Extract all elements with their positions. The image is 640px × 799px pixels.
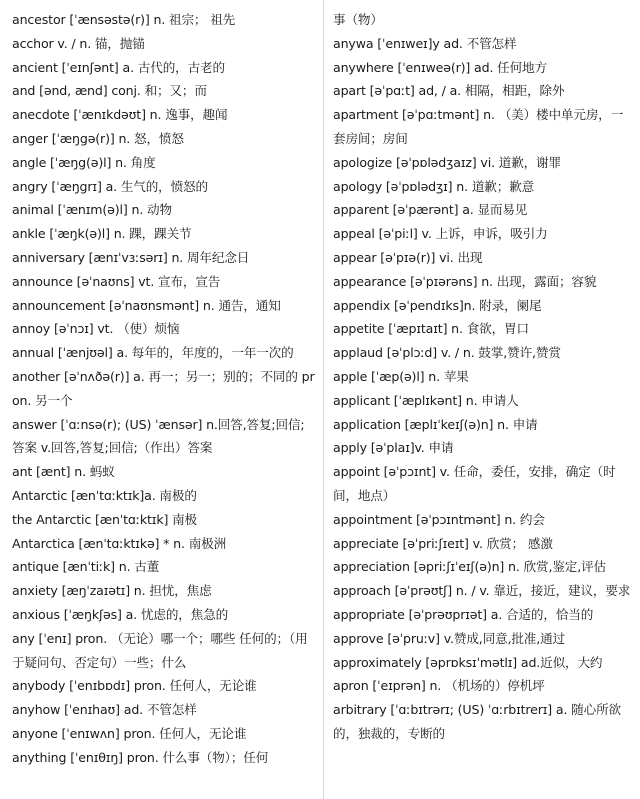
entry: 事（物）	[333, 12, 383, 27]
entry: applicant [ˈæplɪkənt] n. 申请人	[333, 392, 519, 408]
entry: anyhow [ˈenɪhaʊ] ad. 不管怎样	[12, 702, 197, 718]
entry: antique [ænˈtiːk] n. 古董	[12, 559, 160, 575]
entry: apologize [əˈpɒlədʒaɪz] vi. 道歉，谢罪	[333, 154, 562, 170]
entry: ant [ænt] n. 蚂蚁	[12, 464, 115, 480]
entry: anywhere [ˈenɪweə(r)] ad. 任何地方	[333, 59, 547, 75]
entry: acchor v. / n. 锚，抛锚	[12, 35, 145, 51]
entry: application [æplɪˈkeɪʃ(ə)n] n. 申请	[333, 416, 538, 432]
column-divider	[323, 0, 324, 799]
left-column	[12, 8, 316, 770]
right-column	[333, 8, 633, 746]
entry: approximately [əprɒksɪˈmətlɪ] ad.近似，大约	[333, 654, 603, 670]
entry: arbitrary [ˈɑːbɪtrərɪ; (US) ˈɑːrbɪtrerɪ] a. 随心所欲的，独裁的，专断的	[333, 702, 621, 741]
entry: anniversary [ænɪˈvɜːsərɪ] n. 周年纪念日	[12, 249, 250, 265]
entry: ankle [ˈæŋk(ə)l] n. 踝，踝关节	[12, 226, 192, 242]
entry: anecdote [ˈænɪkdəʊt] n. 逸事，趣闻	[12, 107, 228, 123]
entry: appreciate [əˈpriːʃɪeɪt] v. 欣赏； 感激	[333, 535, 553, 551]
entry: appetite [ˈæpɪtaɪt] n. 食欲，胃口	[333, 321, 529, 337]
entry: anxiety [æŋˈzaɪətɪ] n. 担忧，焦虑	[12, 583, 212, 599]
entry: announcement [əˈnaʊnsmənt] n. 通告，通知	[12, 297, 281, 313]
entry: anywa [ˈenɪweɪ]y ad. 不管怎样	[333, 35, 517, 51]
entry: appreciation [əpriːʃɪˈeɪʃ(ə)n] n. 欣赏,鉴定,评估	[333, 559, 606, 575]
entry: apart [əˈpɑːt] ad, / a. 相隔，相距，除外	[333, 83, 565, 99]
entry: ancient [ˈeɪnʃənt] a. 古代的，古老的	[12, 59, 225, 75]
entry: Antarctic [ænˈtɑːktɪk]a. 南极的	[12, 487, 197, 503]
entry: anxious [ˈæŋkʃəs] a. 忧虑的，焦急的	[12, 606, 229, 622]
entry: and [ənd, ænd] conj. 和；又；而	[12, 83, 207, 99]
entry: apology [əˈpɒlədʒɪ] n. 道歉；歉意	[333, 178, 535, 194]
entry: anything [ˈenɪθɪŋ] pron. 什么事（物）；任何	[12, 749, 269, 765]
entry: apron [ˈeɪprən] n. （机场的）停机坪	[333, 678, 545, 694]
entry: appropriate [əˈprəʊprɪət] a. 合适的，恰当的	[333, 606, 594, 622]
entry: approach [əˈprəʊtʃ] n. / v. 靠近，接近，建议，要求	[333, 583, 631, 599]
entry: approve [əˈpruːv] v.赞成,同意,批准,通过	[333, 630, 565, 646]
entry: anyone [ˈenɪwʌn] pron. 任何人，无论谁	[12, 725, 247, 741]
entry: applaud [əˈplɔːd] v. / n. 鼓掌,赞许,赞赏	[333, 345, 561, 361]
entry: anger [ˈæŋgə(r)] n. 怒，愤怒	[12, 130, 184, 146]
entry: another [əˈnʌðə(r)] a. 再一；另一；别的；不同的 pron. 另一个	[12, 368, 315, 408]
entry: apartment [əˈpɑːtmənt] n. （美）楼中单元房，一套房间；房间	[333, 107, 624, 146]
entry: any [ˈenɪ] pron. （无论）哪一个；哪些 任何的；（用于疑问句、否定句）一些；什么	[12, 630, 308, 670]
entry: the Antarctic [ænˈtɑːktɪk] 南极	[12, 511, 197, 527]
entry: appearance [əˈpɪərəns] n. 出现，露面；容貌	[333, 273, 597, 289]
entry: annoy [əˈnɔɪ] vt. （使）烦恼	[12, 321, 180, 337]
entry: angle [ˈæŋg(ə)l] n. 角度	[12, 154, 156, 170]
entry: announce [əˈnaʊns] vt. 宣布，宣告	[12, 273, 221, 289]
entry: anybody [ˈenɪbɒdɪ] pron. 任何人，无论谁	[12, 678, 257, 694]
entry: appeal [əˈpiːl] v. 上诉，申诉，吸引力	[333, 226, 548, 242]
entry: appoint [əˈpɔɪnt] v. 任命，委任，安排，确定（时间，地点）	[333, 464, 616, 503]
entry: apple [ˈæp(ə)l] n. 苹果	[333, 368, 469, 384]
entry: animal [ˈænɪm(ə)l] n. 动物	[12, 202, 172, 218]
entry: Antarctica [ænˈtɑːktɪkə] * n. 南极洲	[12, 535, 227, 551]
entry: angry [ˈæŋgrɪ] a. 生气的，愤怒的	[12, 178, 208, 194]
entry: apply [əˈplaɪ]v. 申请	[333, 440, 454, 456]
entry: annual [ˈænjʊəl] a. 每年的，年度的，一年一次的	[12, 345, 294, 361]
entry: appear [əˈpɪə(r)] vi. 出现	[333, 249, 483, 265]
entry: ancestor [ˈænsəstə(r)] n. 祖宗； 祖先	[12, 12, 236, 27]
entry: appointment [əˈpɔɪntmənt] n. 约会	[333, 511, 545, 527]
entry: apparent [əˈpærənt] a. 显而易见	[333, 202, 528, 218]
entry: appendix [əˈpendɪks]n. 附录，阑尾	[333, 297, 542, 313]
entry: answer [ˈɑːnsə(r); (US) ˈænsər] n.回答,答复;回信;答案 v.回答,答复;回信;（作出）答案	[12, 416, 305, 456]
